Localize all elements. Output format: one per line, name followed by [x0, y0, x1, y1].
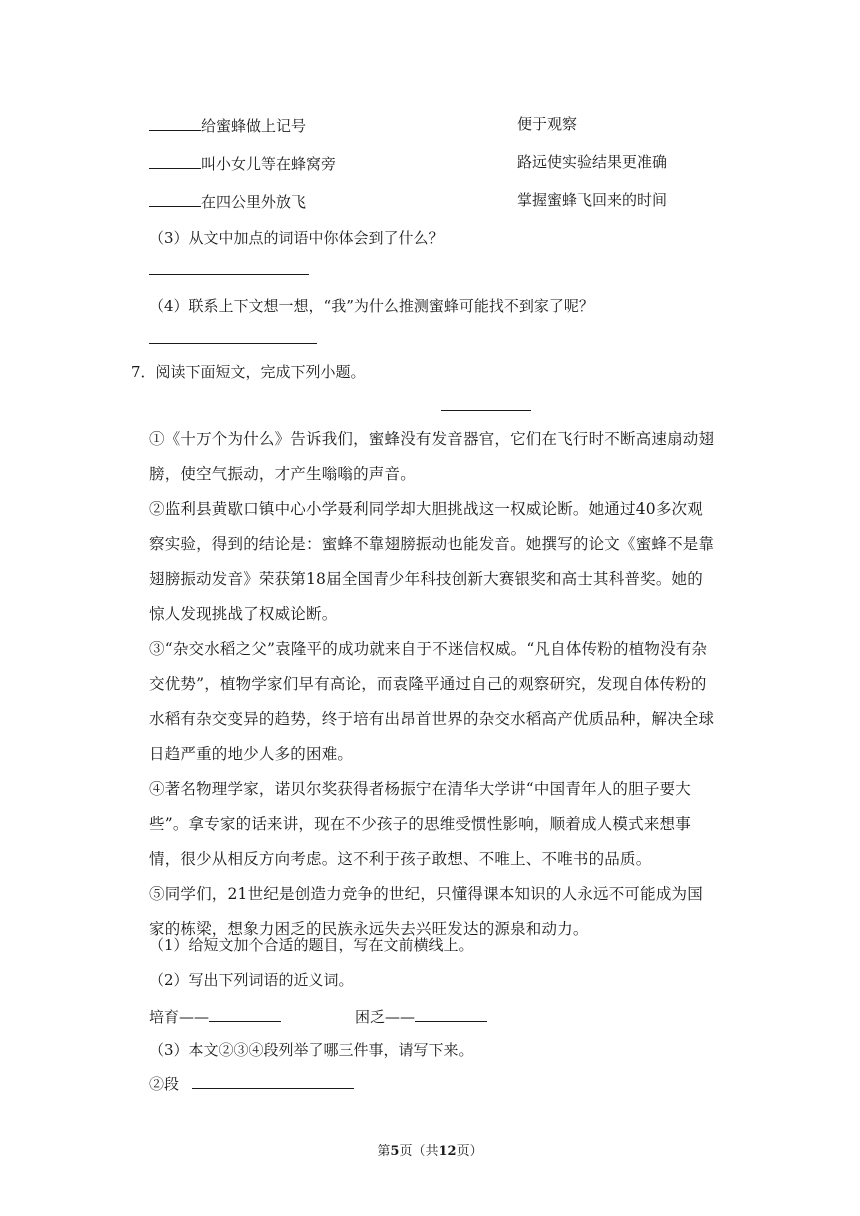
match-left: 在四公里外放飞 — [201, 193, 307, 211]
title-blank-line[interactable] — [441, 410, 531, 411]
question-7-1: （1）给短文加个合适的题目，写在文前横线上。 — [149, 936, 474, 954]
passage-paragraph-5: ⑤同学们，21世纪是创造力竞争的世纪，只懂得课本知识的人永远不可能成为国家的栋梁，想象力困乏的民族永远失去兴旺发达的源泉和动力。 — [149, 885, 703, 938]
footer-page-number: 5 — [390, 1144, 400, 1159]
match-right: 掌握蜜蜂飞回来的时间 — [517, 191, 668, 209]
match-right: 路远使实验结果更准确 — [517, 153, 668, 171]
synonym-answer-blank[interactable] — [209, 1005, 281, 1022]
match-row — [149, 152, 668, 174]
synonym-row — [355, 1005, 487, 1027]
answer-blank[interactable] — [149, 152, 201, 169]
synonym-row — [149, 1005, 281, 1027]
answer-blank[interactable] — [149, 190, 201, 207]
synonym-right-label: 困乏—— — [355, 1008, 416, 1026]
match-row — [149, 190, 668, 212]
answer-blank[interactable] — [192, 1072, 354, 1089]
question-6-3: （3）从文中加点的词语中你体会到了什么？ — [149, 229, 444, 247]
match-right: 便于观察 — [517, 115, 578, 133]
synonym-answer-blank[interactable] — [415, 1005, 487, 1022]
passage-paragraph-4: ④著名物理学家，诺贝尔奖获得者杨振宁在清华大学讲“中国青年人的胆子要大些”。拿专家的话来讲，现在不少孩子的思维受惯性影响，顺着成人模式来想事情，很少从相反方向考虑。这不利于孩子敢想、不唯上、不唯书的品质。 — [149, 780, 691, 868]
footer-suffix: 页） — [456, 1144, 483, 1159]
footer-mid: 页（共 — [399, 1144, 439, 1159]
answer-line[interactable] — [149, 274, 309, 275]
passage-paragraph-1: ①《十万个为什么》告诉我们，蜜蜂没有发音器官，它们在飞行时不断高速扇动翅膀，使空气振动，才产生嗡嗡的声音。 — [149, 430, 715, 483]
question-7-2: （2）写出下列词语的近义词。 — [149, 971, 354, 989]
match-left: 叫小女儿等在蜂窝旁 — [201, 155, 337, 173]
footer-total-pages: 12 — [438, 1144, 457, 1159]
answer-line[interactable] — [149, 343, 317, 344]
question-6-4: （4）联系上下文想一想，“我”为什么推测蜜蜂可能找不到家了呢？ — [149, 297, 594, 315]
page-footer — [0, 1140, 860, 1159]
passage-paragraph-2: ②监利县黄歇口镇中心小学聂利同学却大胆挑战这一权威论断。她通过40多次观察实验，得到的结论是：蜜蜂不靠翅膀振动也能发音。她撰写的论文《蜜蜂不是靠翅膀振动发音》荣获第18届全国青少年科技创新大赛银奖和高士其科普奖。她的惊人发现挑战了权威论断。 — [149, 500, 715, 623]
question-7-3: （3）本文②③④段列举了哪三件事，请写下来。 — [149, 1041, 474, 1059]
answer-item-label: ②段 — [149, 1075, 180, 1093]
match-row — [149, 114, 578, 136]
question-7-heading: 7．阅读下面短文，完成下列小题。 — [131, 363, 366, 381]
synonym-left-label: 培育—— — [149, 1008, 210, 1026]
answer-blank[interactable] — [149, 114, 201, 131]
match-left: 给蜜蜂做上记号 — [201, 117, 307, 135]
footer-prefix: 第 — [377, 1144, 391, 1159]
answer-item-2 — [149, 1072, 354, 1094]
passage-paragraph-3: ③“杂交水稻之父”袁隆平的成功就来自于不迷信权威。“凡自体传粉的植物没有杂交优势”，植物学家们早有高论，而袁隆平通过自己的观察研究，发现自体传粉的水稻有杂交变异的趋势，终于培有出昂首世界的杂交水稻高产优质品种，解决全球日趋严重的地少人多的困难。 — [149, 640, 715, 763]
